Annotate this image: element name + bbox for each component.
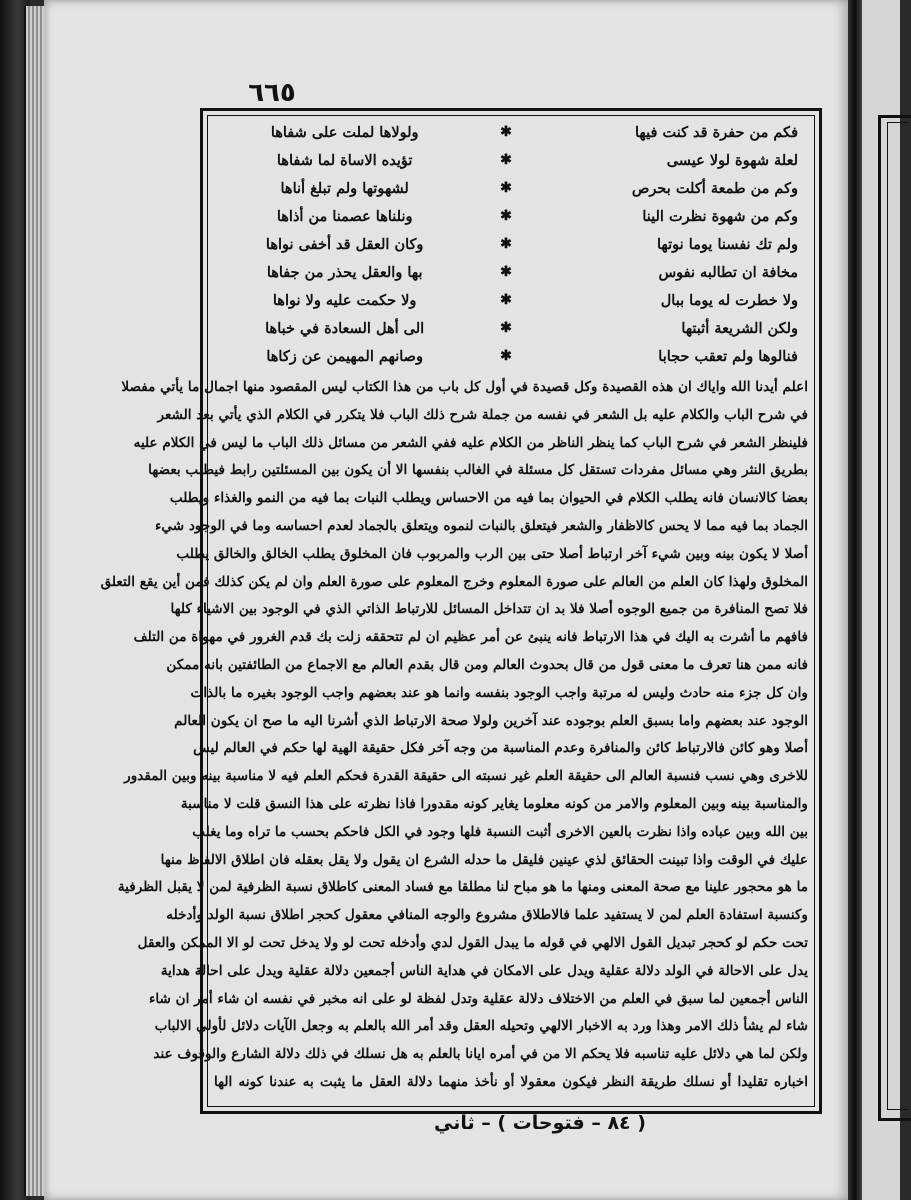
- prose-line: الجماد بما فيه مما لا يحس كالاظفار والشعر فيتعلق بالنبات لنموه ويتعلق بالجماد لعدم احساسه وما في الوجود شيء: [155, 517, 808, 534]
- prose-line: فلينظر الشعر في شرح الباب كما ينظر الناظر من الكلام عليه ففي الشعر من مسائل ذلك الباب ما ليس في الكلام عليه: [133, 434, 808, 451]
- prose-line: بطريق النثر وهي مسائل مفردات تستقل كل مسئلة في الغالب بنفسها الا أن يكون بين المسئلتين رابط فيطلب بعضها: [148, 462, 808, 479]
- prose-line: اخباره تقليدا أو نسلك طريقة النظر فيكون معقولا أو نأخذ منهما دلالة العقل ما يثبت به عندنا كونه الها: [214, 1073, 808, 1090]
- verse-separator-icon: ✱: [500, 320, 512, 336]
- verse-separator-icon: ✱: [500, 152, 512, 168]
- verse-first-hemistich: وكم من طمعة أكلت بحرص: [631, 179, 798, 197]
- verse: [214, 342, 808, 370]
- verse-separator-icon: ✱: [500, 236, 512, 252]
- prose-line: الناس أجمعين لما سبق في العلم من الاختلاف دلالة عقلية وتدل لفظة لو على انه مخبر في نفسه ان شاء أمر ان شاء: [149, 990, 808, 1007]
- verse-second-hemistich: وصانهم المهيمن عن زكاها: [266, 347, 423, 365]
- verse-first-hemistich: لعلة شهوة لولا عيسى: [666, 151, 798, 169]
- prose-line: اعلم أيدنا الله واياك ان هذه القصيدة وكل قصيدة في أول كل باب من هذا الكتاب ليس المقصود منها اجمال ما يأتي مفصلا: [121, 379, 808, 395]
- verse-second-hemistich: الى أهل السعادة في خباها: [265, 319, 425, 337]
- verse: [214, 258, 808, 286]
- book-gutter: [848, 0, 862, 1200]
- verse-first-hemistich: ولكن الشريعة أثبتها: [681, 319, 798, 337]
- page-number: ٦٦٥: [248, 78, 296, 108]
- verse: [214, 174, 808, 202]
- prose-line: عليك في الوقت واذا تبينت الحقائق لذي عينين فليقل ما حدله الشرع ان يقول ولا يقل بعقله فان اطلاق الالفاظ منها: [160, 851, 808, 868]
- verse-second-hemistich: وكان العقل قد أخفى نواها: [265, 235, 424, 253]
- verse-first-hemistich: فنالوها ولم تعقب حجابا: [658, 347, 798, 365]
- prose-line: بعضا كالانسان فانه يطلب الكلام في الحيوان بما فيه من الاحساس ويطلب النبات بما فيه من النمو والغذاء ويطلب: [169, 490, 808, 507]
- prose-line: فانه ممن هنا تعرف ما معنى قول من قال بحدوث العالم ومن قال بقدم العالم مع الاجماع من الطائفتين بانه ممكن: [166, 656, 808, 673]
- prose-line: أصلا وهو كائن فالارتباط كائن والمنافرة وعدم المناسبة من وجه آخر فكل حقيقة الهية لها حكم في العالم ليس: [193, 740, 808, 757]
- verse-first-hemistich: فكم من حفرة قد كنت فيها: [635, 123, 798, 141]
- verse: [214, 146, 808, 174]
- verse: [214, 118, 808, 146]
- verse-second-hemistich: ولولاها لملت على شفاها: [270, 123, 419, 141]
- verse-first-hemistich: مخافة ان تطالبه نفوس: [658, 263, 798, 281]
- prose-line: وكنسبة استفادة العلم لمن لا يستفيد علما فالاطلاق مشروع والوجه المنافي معقول كحجر اطلاق نسبة الولد وأدخله: [166, 907, 808, 924]
- verse: [214, 286, 808, 314]
- verse-second-hemistich: ولا حكمت عليه ولا نواها: [272, 291, 417, 309]
- prose-line: بين الله وبين عباده واذا نظرت بالعين الاخرى أثبت النسبة فلها وجود في الكل فاحكم بحسب ما تراه وما يغلب: [192, 823, 808, 840]
- verse-separator-icon: ✱: [500, 180, 512, 196]
- verse-second-hemistich: تؤيده الاساة لما شفاها: [276, 151, 413, 169]
- verse: [214, 314, 808, 342]
- verse-first-hemistich: ولم تك نفسنا يوما نوتها: [657, 235, 798, 253]
- verse-second-hemistich: لشهوتها ولم تبلغ أناها: [280, 179, 409, 197]
- prose-line: ما هو محجور علينا مع صحة المعنى ومنها ما هو مباح لنا مطلقا مع فساد المعنى كاطلاق نسبة الظرفية لمن لا يقبل الظرفية: [117, 879, 808, 896]
- prose-line: شاء لم يشأ ذلك الامر وهذا ورد به الاخبار الالهي وتحيله العقل وقد أمر الله بالعلم به وجعل الآيات دلائل لأولي الالباب: [154, 1018, 808, 1035]
- verse-second-hemistich: ونلناها عصمنا من أذاها: [276, 207, 413, 225]
- verse: [214, 202, 808, 230]
- prose-body: [100, 374, 808, 1097]
- prose-line: وان كل جزء منه حادث وليس له مرتبة واجب الوجود بنفسه وانما هو عند بعضهم واجب الوجود بغيره ما بالذات: [190, 684, 808, 701]
- facing-page-inner-frame: [887, 122, 908, 1110]
- prose-line: في شرح الباب والكلام عليه بل الشعر في نفسه من جملة شرح ذلك الباب فلا يتكرر في الكلام الذي يأتي بعد الشعر: [157, 406, 808, 423]
- verse-first-hemistich: ولا خطرت له يوما ببال: [660, 291, 798, 309]
- prose-line: تحت حكم لو كحجر تبديل القول الالهي في قوله ما يبدل القول لدي وأدخله تحت لو ولا يدخل تحت لو الا الممكن والعقل: [137, 934, 808, 951]
- prose-line: ولكن لما هي دلائل عليه تناسبه فلا يحكم الا من في أمره ايانا بالعلم به هل نسلك في ذلك دلالة الشارع والوقوف عند: [153, 1046, 808, 1063]
- page-content: [100, 118, 808, 1104]
- prose-line: الوجود عند بعضهم واما بسبق العلم بوجوده عند آخرين ولولا صحة الارتباط الذي أشرنا اليه ما صح ان يكون العالم: [174, 712, 808, 729]
- prose-line: المخلوق ولهذا كان العلم من العالم على صورة المعلوم وخرج المعلوم على صورة العلم وان لم يكن كذلك فمن أين يقع التعلق: [100, 573, 808, 590]
- verse-second-hemistich: بها والعقل يحذر من جفاها: [266, 263, 423, 281]
- verse: [214, 230, 808, 258]
- prose-line: فلا تصح المنافرة من جميع الوجوه أصلا فلا بد ان تتداخل المسائل للارتباط الذاتي الذي في الوجود بين الاشياء كلها: [170, 601, 808, 618]
- page-footer-signature: ( ٨٤ – فتوحات ) – ثاني: [434, 1112, 646, 1134]
- prose-line: فافهم ما أشرت به اليك في هذا الارتباط فانه ينبئ عن أمر عظيم ان لم تتحققه زلت بك قدم الغرور في مهواة من التلف: [133, 629, 808, 646]
- verse-separator-icon: ✱: [500, 264, 512, 280]
- verse-separator-icon: ✱: [500, 348, 512, 364]
- prose-line: للاخرى وهي نسب فنسبة العالم الى حقيقة العلم غير نسبته الى حقيقة القدرة فحكم العلم فيه لا مناسبة بينه وبين المقدور: [124, 768, 808, 785]
- verse-separator-icon: ✱: [500, 124, 512, 140]
- verse-separator-icon: ✱: [500, 292, 512, 308]
- verse-separator-icon: ✱: [500, 208, 512, 224]
- prose-line: يدل على الاحالة في الولد دلالة عقلية ويدل على الامكان في هداية الناس أجمعين دلالة عقلية ويدل على احالة هداية: [160, 962, 808, 979]
- verse-first-hemistich: وكم من شهوة نظرت الينا: [642, 207, 798, 225]
- prose-line: والمناسبة بينه وبين المعلوم والامر من كونه معلوما يغاير كونه مقدورا فاذا نظرته على هذا النسق قلت لا مناسبة: [180, 795, 808, 812]
- prose-line: أصلا لا يكون بينه وبين شيء آخر ارتباط أصلا حتى بين الرب والمربوب فان المخلوق يطلب الخالق والخالق يطلب: [176, 545, 808, 562]
- poem: [214, 118, 808, 370]
